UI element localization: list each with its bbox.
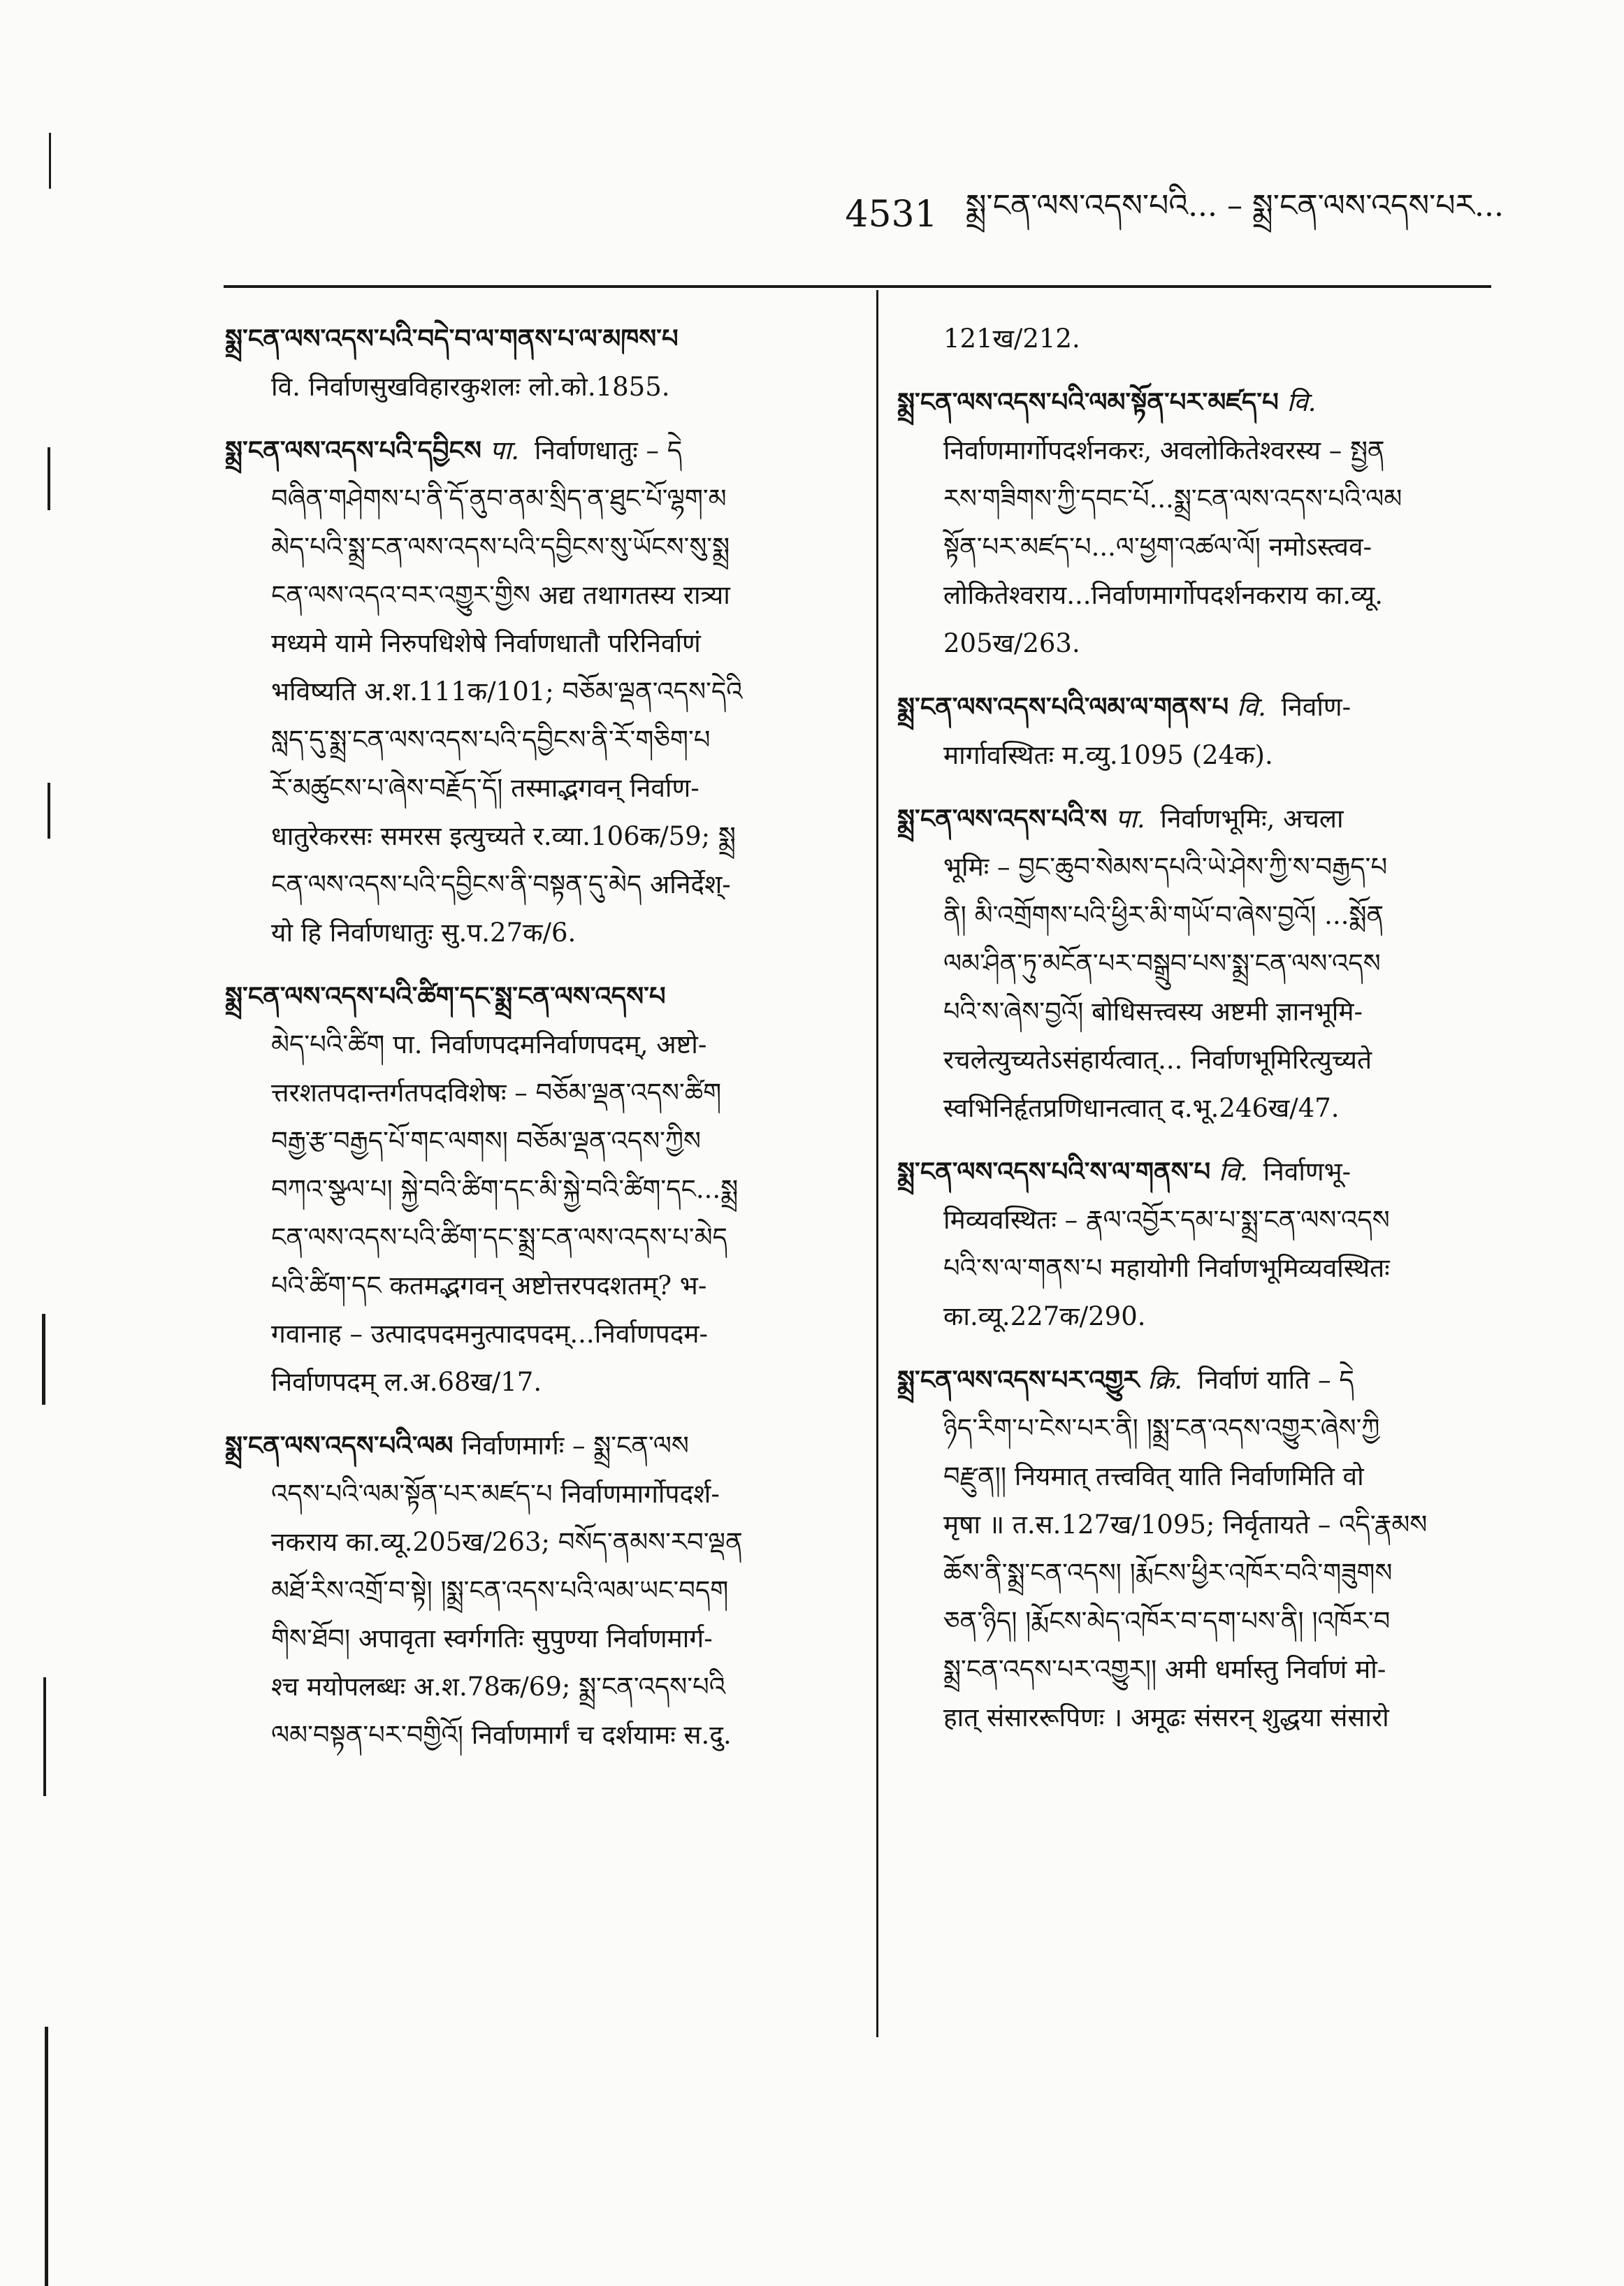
entry-gloss: निर्वाणं याति – དེ xyxy=(1197,1365,1354,1395)
dictionary-entry xyxy=(225,314,860,411)
grammar-abbr: क्रि. xyxy=(1147,1365,1183,1395)
dictionary-entry xyxy=(897,683,1505,779)
grammar-abbr: वि. xyxy=(1236,692,1266,722)
entry-line: ནི། མི་འགྲོགས་པའི་ཕྱིར་མི་གཡོ་བ་ཞེས་བྱའོ། ...སྨོན xyxy=(943,900,1384,930)
entry-line: པའི་ཚིག་དང कतमद्भगवन् अष्टोत्तरपदशतम्? भ- xyxy=(271,1271,707,1301)
entry-headword: སྨྲ་ངན་ལས་འདས་པའི་བདེ་བ་ལ་གནས་པ་ལ་མཁས་པ xyxy=(225,323,679,354)
header-rule xyxy=(224,285,1491,288)
entry-line: मिव्यवस्थितः – རྣལ་འབྱོར་དམ་པ་སྨྲ་ངན་ལས་འདས xyxy=(943,1205,1390,1235)
entry-line: हात् संसाररूपिणः । अमूढः संसरन् शुद्धया संसारो xyxy=(943,1702,1389,1732)
entry-line: यो हि निर्वाणधातुः सु.प.27क/6. xyxy=(271,918,577,948)
entry-line: ལམ་ཤིན་ཏུ་མངོན་པར་བསྒྲུབ་པས་སྨྲ་ངན་ལས་འདས xyxy=(943,948,1381,978)
entry-line: ཆོས་ནི་སྨྲ་ངན་འདས། །རྨོངས་ཕྱིར་འཁོར་བའི་གཟུགས xyxy=(943,1558,1393,1588)
entry-line: धातुरेकरसः समरस इत्युच्यते र.व्या.106क/59; སྨྲ xyxy=(271,821,736,851)
entry-line: ངན་ལས་འདའ་བར་འགྱུར་གྱིས अद्य तथागतस्य रात्र्या xyxy=(271,580,730,610)
margin-mark-bottom xyxy=(45,2027,48,2286)
entry-line: स्वभिनिर्हृतप्रणिधानत्वात् द.भू.246ख/47. xyxy=(943,1093,1340,1123)
left-column xyxy=(225,314,860,1774)
running-head: སྨྲ་ངན་ལས་འདས་པའི... – སྨྲ་ངན་ལས་འདས་པར... xyxy=(965,188,1504,224)
entry-line: མཐོ་རིས་འགྲོ་བ་སྟེ། །སྨྲ་ངན་འདས་པའི་ལམ་ཡང་བདག xyxy=(271,1575,729,1605)
entry-line: གིས་ཐོབ། अपावृता स्वर्गगतिः सुपुण्या निर्वाणमार्ग- xyxy=(271,1623,713,1654)
entry-line: མེད་པའི་སྨྲ་ངན་ལས་འདས་པའི་དབྱིངས་སུ་ཡོངས་སུ་སྨྲ xyxy=(271,532,730,562)
entry-headword: སྨྲ་ངན་ལས་འདས་པའི་ས་ལ་གནས་པ xyxy=(897,1156,1211,1187)
entry-line: བཀའ་སྩལ་པ། སྐྱེ་བའི་ཚིག་དང་མི་སྐྱེ་བའི་ཚིག་དང...སྨྲ xyxy=(271,1174,739,1204)
entry-line: 205ख/263. xyxy=(943,628,1080,658)
dictionary-entry xyxy=(897,1356,1505,1742)
entry-line: वि. निर्वाणसुखविहारकुशलः लो.को.1855. xyxy=(271,372,670,402)
entry-line: रचलेत्युच्यतेऽसंहार्यत्वात्... निर्वाणभूमिरित्युच्यते xyxy=(943,1045,1372,1075)
dictionary-entry xyxy=(225,426,860,957)
dictionary-entry xyxy=(897,795,1505,1132)
right-column xyxy=(897,314,1505,1757)
grammar-abbr: वि. xyxy=(1286,387,1317,417)
entry-line: मध्यमे यामे निरुपधिशेषे निर्वाणधातौ परिनिर्वाणं xyxy=(271,628,701,658)
entry-line: པའི་ས་ཞེས་བྱའོ། बोधिसत्त्वस्य अष्टमी ज्ञानभूमि- xyxy=(943,997,1363,1027)
entry-headword: སྨྲ་ངན་ལས་འདས་པར་འགྱུར xyxy=(897,1364,1140,1395)
margin-mark-3 xyxy=(42,1314,45,1405)
entry-headword: སྨྲ་ངན་ལས་འདས་པའི་ལམ་ལ་གནས་པ xyxy=(897,691,1229,722)
entry-line: རས་གཟིགས་ཀྱི་དབང་པོ...སྨྲ་ངན་ལས་འདས་པའི་ལམ xyxy=(943,484,1402,514)
entry-line: མེད་པའི་ཚིག पा. निर्वाणपदमनिर्वाणपदम्, अष्टो- xyxy=(271,1029,707,1059)
entry-line: སླད་དུ་སྨྲ་ངན་ལས་འདས་པའི་དབྱིངས་ནི་རོ་གཅིག་པ xyxy=(271,725,711,755)
margin-mark-1 xyxy=(48,447,50,510)
entry-line: རོ་མཚུངས་པ་ཞེས་བརྗོད་དོ། तस्माद्भगवन् निर्वाण- xyxy=(271,773,699,803)
entry-line: ཉིད་རིག་པ་ངེས་པར་ནི། །སྨྲ་ངན་འདས་འགྱུར་ཞེས་ཀྱི xyxy=(943,1413,1380,1443)
page-header xyxy=(531,183,1504,246)
entry-line: नकराय का.व्यू.205ख/263; བསོད་ནམས་རབ་ལྡན xyxy=(271,1527,743,1557)
entry-line: ཅན་ཉིད། །རྨོངས་མེད་འཁོར་བ་དག་པས་ནི། །འཁོར་བ xyxy=(943,1606,1391,1636)
entry-line: भविष्यति अ.श.111क/101; བཅོམ་ལྡན་འདས་དེའི xyxy=(271,677,743,707)
dictionary-entry xyxy=(225,1421,860,1759)
entry-line: བརྒྱ་རྩ་བརྒྱད་པོ་གང་ལགས། བཅོམ་ལྡན་འདས་ཀྱིས xyxy=(271,1126,701,1156)
entry-gloss: निर्वाणधातुः – དེ xyxy=(534,435,683,465)
entry-line: त्तरशतपदान्तर्गतपदविशेषः – བཅོམ་ལྡན་འདས་ཚིག xyxy=(271,1078,722,1108)
entry-line: 121ख/212. xyxy=(943,324,1080,354)
continued-entry xyxy=(897,314,1505,363)
entry-headword: སྨྲ་ངན་ལས་འདས་པའི་ལམ་སྟོན་པར་མཛད་པ xyxy=(897,386,1279,417)
entry-line: བརྫུན།། नियमात् तत्त्ववित् याति निर्वाणमिति वो xyxy=(943,1461,1364,1491)
entry-line: गवानाह – उत्पादपदमनुत्पादपदम्...निर्वाणपदम- xyxy=(271,1319,709,1349)
margin-mark-4 xyxy=(43,1677,46,1796)
entry-line: मार्गावस्थितः म.व्यु.1095 (24क). xyxy=(943,740,1273,770)
dictionary-entry xyxy=(897,1148,1505,1340)
grammar-abbr: पा. xyxy=(489,435,520,465)
entry-gloss: निर्वाणमार्गः – སྨྲ་ངན་ལས xyxy=(461,1431,689,1461)
margin-mark-2 xyxy=(48,783,50,839)
page-number: 4531 xyxy=(845,194,938,236)
entry-line: लोकितेश्वराय...निर्वाणमार्गोपदर्शनकराय का.व्यू. xyxy=(943,580,1384,610)
entry-line: ངན་ལས་འདས་པའི་དབྱིངས་ནི་བསྟན་དུ་མེད अनिर्देश्- xyxy=(271,869,731,899)
grammar-abbr: पा. xyxy=(1115,804,1145,834)
grammar-abbr: वि. xyxy=(1218,1157,1248,1187)
entry-line: སྨྲ་ངན་འདས་པར་འགྱུར།། अमी धर्मास्तु निर्वाणं मो- xyxy=(943,1654,1386,1684)
entry-line: श्च मयोपलब्धः अ.श.78क/69; སྨྲ་ངན་འདས་པའི xyxy=(271,1672,726,1702)
entry-line: འདས་པའི་ལམ་སྟོན་པར་མཛད་པ निर्वाणमार्गोपदर्श- xyxy=(271,1479,720,1509)
entry-line: པའི་ས་ལ་གནས་པ महायोगी निर्वाणभूमिव्यवस्थितः xyxy=(943,1253,1390,1283)
entry-headword: སྨྲ་ངན་ལས་འདས་པའི་ཚིག་དང་སྨྲ་ངན་ལས་འདས་པ xyxy=(225,981,666,1011)
entry-gloss: निर्वाणभू- xyxy=(1263,1157,1351,1187)
entry-line: निर्वाणमार्गोपदर्शनकरः, अवलोकितेश्वरस्य – སྤྱན xyxy=(943,435,1385,465)
entry-headword: སྨྲ་ངན་ལས་འདས་པའི་ལམ xyxy=(225,1430,454,1461)
entry-gloss: निर्वाण- xyxy=(1281,692,1351,722)
entry-headword: སྨྲ་ངན་ལས་འདས་པའི་དབྱིངས xyxy=(225,435,481,465)
column-divider xyxy=(876,290,878,2037)
entry-line: བཞིན་གཤེགས་པ་ནི་དོ་ནུབ་ནམ་སྲིད་ན་ཐུང་པོ་ལྷག་མ xyxy=(271,484,727,514)
entry-line: मृषा ॥ त.स.127ख/1095; निर्वृतायते – འདི་རྣམས xyxy=(943,1510,1428,1540)
entry-line: निर्वाणपदम् ल.अ.68ख/17. xyxy=(271,1367,542,1397)
dictionary-entry xyxy=(225,972,860,1406)
entry-line: भूमिः – བྱང་ཆུབ་སེམས་དཔའི་ཡེ་ཤེས་ཀྱི་ས་བརྒྱད་པ xyxy=(943,852,1388,882)
dictionary-entry xyxy=(897,378,1505,667)
entry-line: का.व्यू.227क/290. xyxy=(943,1301,1146,1331)
entry-headword: སྨྲ་ངན་ལས་འདས་པའི་ས xyxy=(897,803,1108,834)
entry-line: ལམ་བསྟན་པར་བགྱིའོ། निर्वाणमार्गं च दर्शयामः स.दु. xyxy=(271,1720,732,1750)
margin-mark-top xyxy=(49,133,51,189)
entry-gloss: निर्वाणभूमिः, अचला xyxy=(1160,804,1344,834)
entry-line: སྟོན་པར་མཛད་པ...ལ་ཕྱག་འཚལ་ལོ། नमोऽस्त्वव- xyxy=(943,532,1372,562)
entry-line: ངན་ལས་འདས་པའི་ཚིག་དང་སྨྲ་ངན་ལས་འདས་པ་མེད xyxy=(271,1222,727,1252)
